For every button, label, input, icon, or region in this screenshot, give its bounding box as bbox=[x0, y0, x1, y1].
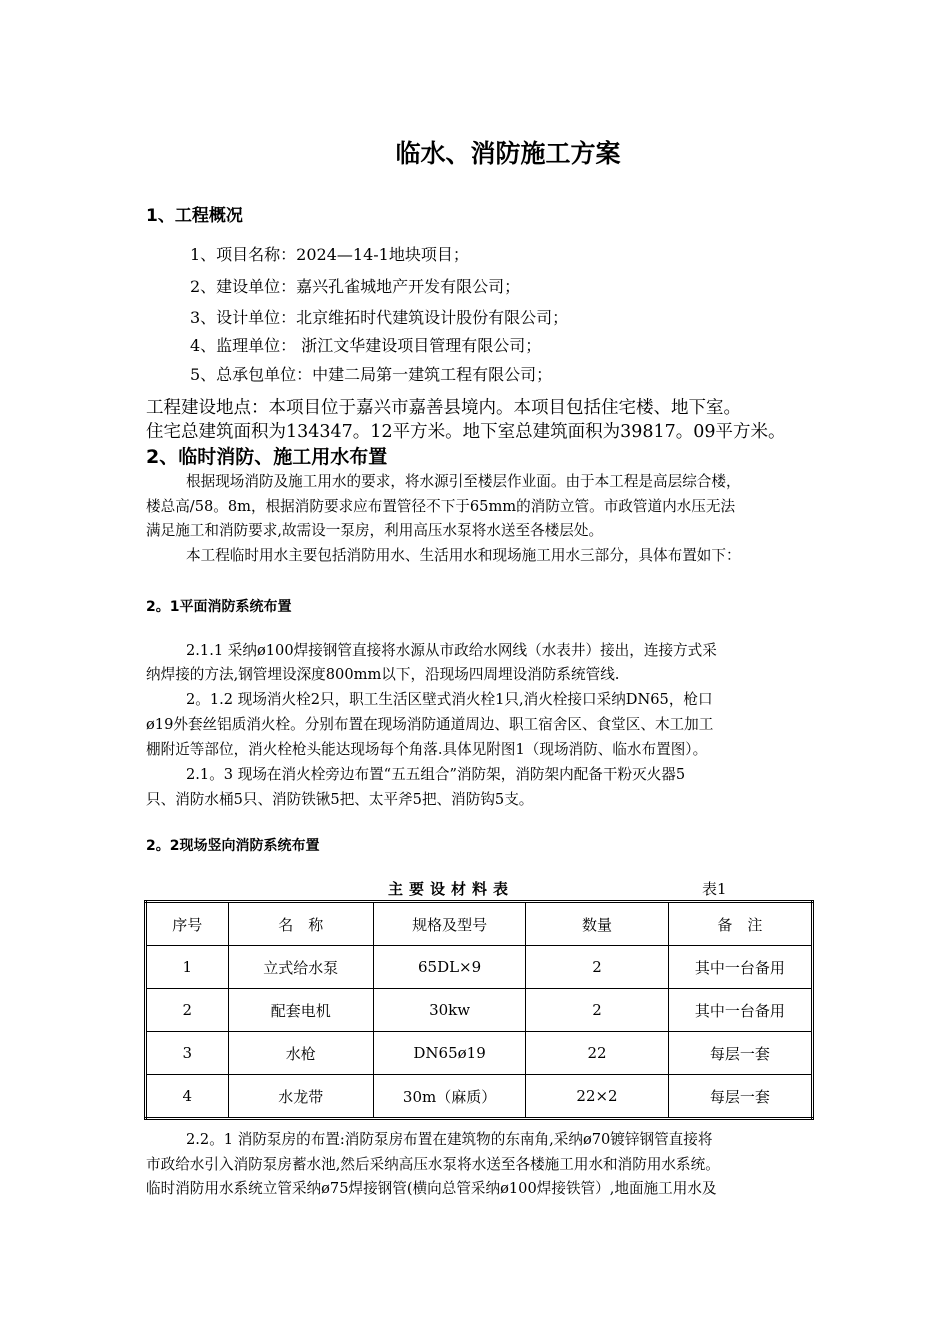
section-2-para1-line2: 楼总高/58。8m，根据消防要求应布置管径不下于65mm的消防立管。市政管道内水压无法 bbox=[146, 498, 736, 515]
section-2-2-1-line2: 市政给水引入消防泵房蓄水池,然后采纳高压水泵将水送至各楼施工用水和消防用水系统。 bbox=[146, 1156, 720, 1173]
table-cell: 立式给水泵 bbox=[228, 946, 373, 989]
table-cell: 水枪 bbox=[228, 1032, 373, 1075]
section-2-para2: 本工程临时用水主要包括消防用水、生活用水和现场施工用水三部分，具体布置如下： bbox=[186, 547, 741, 564]
section-2-para1-line1: 根据现场消防及施工用水的要求，将水源引至楼层作业面。由于本工程是高层综合楼， bbox=[186, 473, 741, 490]
section-2-1-1-line1: 2.1.1 采纳ø100焊接钢管直接将水源从市政给水网线（水表井）接出，连接方式采 bbox=[186, 642, 717, 659]
table-cell: 4 bbox=[146, 1075, 229, 1119]
project-item-2: 2、建设单位：嘉兴孔雀城地产开发有限公司； bbox=[190, 277, 521, 296]
table-caption: 主要设材料表 bbox=[388, 880, 515, 898]
header-cell: 名 称 bbox=[228, 902, 373, 946]
table-cell: 2 bbox=[526, 989, 668, 1032]
section-2-1-2-line1: 2。1.2 现场消火栓2只，职工生活区壁式消火栓1只,消火栓接口采纳DN65，枪口 bbox=[186, 691, 713, 708]
location-line-2: 住宅总建筑面积为134347。12平方米。地下室总建筑面积为39817。09平方米。 bbox=[146, 422, 786, 442]
section-1-heading: 1、工程概况 bbox=[146, 206, 243, 226]
table-header-row bbox=[146, 902, 813, 946]
header-cell: 规格及型号 bbox=[373, 902, 525, 946]
table-row bbox=[146, 946, 813, 989]
table-cell: 3 bbox=[146, 1032, 229, 1075]
table-cell: 水龙带 bbox=[228, 1075, 373, 1119]
table-cell: 1 bbox=[146, 946, 229, 989]
section-2-1-3-line1: 2.1。3 现场在消火栓旁边布置“五五组合”消防架，消防架内配备干粉灭火器5 bbox=[186, 766, 686, 783]
table-cell: 2 bbox=[146, 989, 229, 1032]
project-item-5: 5、总承包单位：中建二局第一建筑工程有限公司； bbox=[190, 365, 553, 384]
table-cell: 22 bbox=[526, 1032, 668, 1075]
project-item-1: 1、项目名称：2024—14-1地块项目； bbox=[190, 245, 469, 264]
table-cell: DN65ø19 bbox=[373, 1032, 525, 1075]
section-2-1-2-line2: ø19外套丝铝质消火栓。分别布置在现场消防通道周边、职工宿舍区、食堂区、木工加工 bbox=[146, 716, 714, 733]
section-2-1-1-line2: 纳焊接的方法,钢管埋设深度800mm以下，沿现场四周埋设消防系统管线. bbox=[146, 666, 620, 683]
table-cell: 每层一套 bbox=[668, 1032, 812, 1075]
document-title: 临水、消防施工方案 bbox=[395, 139, 621, 168]
section-2-2-heading: 2。2现场竖向消防系统布置 bbox=[146, 838, 320, 854]
table-cell: 22×2 bbox=[526, 1075, 668, 1119]
header-cell: 备 注 bbox=[668, 902, 812, 946]
header-cell: 序号 bbox=[146, 902, 229, 946]
table-row bbox=[146, 989, 813, 1032]
location-line-1: 工程建设地点：本项目位于嘉兴市嘉善县境内。本项目包括住宅楼、地下室。 bbox=[146, 398, 741, 418]
table-cell: 其中一台备用 bbox=[668, 989, 812, 1032]
section-2-para1-line3: 满足施工和消防要求,故需设一泵房，利用高压水泵将水送至各楼层处。 bbox=[146, 522, 604, 539]
section-2-heading: 2、临时消防、施工用水布置 bbox=[146, 446, 388, 468]
section-2-2-1-line1: 2.2。1 消防泵房的布置:消防泵房布置在建筑物的东南角,采纳ø70镀锌钢管直接将 bbox=[186, 1131, 713, 1148]
project-item-3: 3、设计单位：北京维拓时代建筑设计股份有限公司； bbox=[190, 308, 569, 327]
table-cell: 65DL×9 bbox=[373, 946, 525, 989]
section-2-1-2-line3: 棚附近等部位，消火栓枪头能达现场每个角落.具体见附图1（现场消防、临水布置图）。 bbox=[146, 741, 708, 758]
table-cell: 每层一套 bbox=[668, 1075, 812, 1119]
project-item-4: 4、监理单位： 浙江文华建设项目管理有限公司； bbox=[190, 336, 542, 355]
table-row bbox=[146, 1032, 813, 1075]
section-2-1-heading: 2。1平面消防系统布置 bbox=[146, 599, 292, 615]
table-cell: 30kw bbox=[373, 989, 525, 1032]
materials-table bbox=[144, 900, 814, 1120]
table-cell: 30m（麻质） bbox=[373, 1075, 525, 1119]
section-2-1-3-line2: 只、消防水桶5只、消防铁锹5把、太平斧5把、消防钩5支。 bbox=[146, 791, 534, 808]
table-cell: 配套电机 bbox=[228, 989, 373, 1032]
table-cell: 其中一台备用 bbox=[668, 946, 812, 989]
section-2-2-1-line3: 临时消防用水系统立管采纳ø75焊接钢管(横向总管采纳ø100焊接铁管）,地面施工用水及 bbox=[146, 1180, 717, 1197]
header-cell: 数量 bbox=[526, 902, 668, 946]
table-number: 表1 bbox=[702, 880, 727, 898]
table-cell: 2 bbox=[526, 946, 668, 989]
table-row bbox=[146, 1075, 813, 1119]
